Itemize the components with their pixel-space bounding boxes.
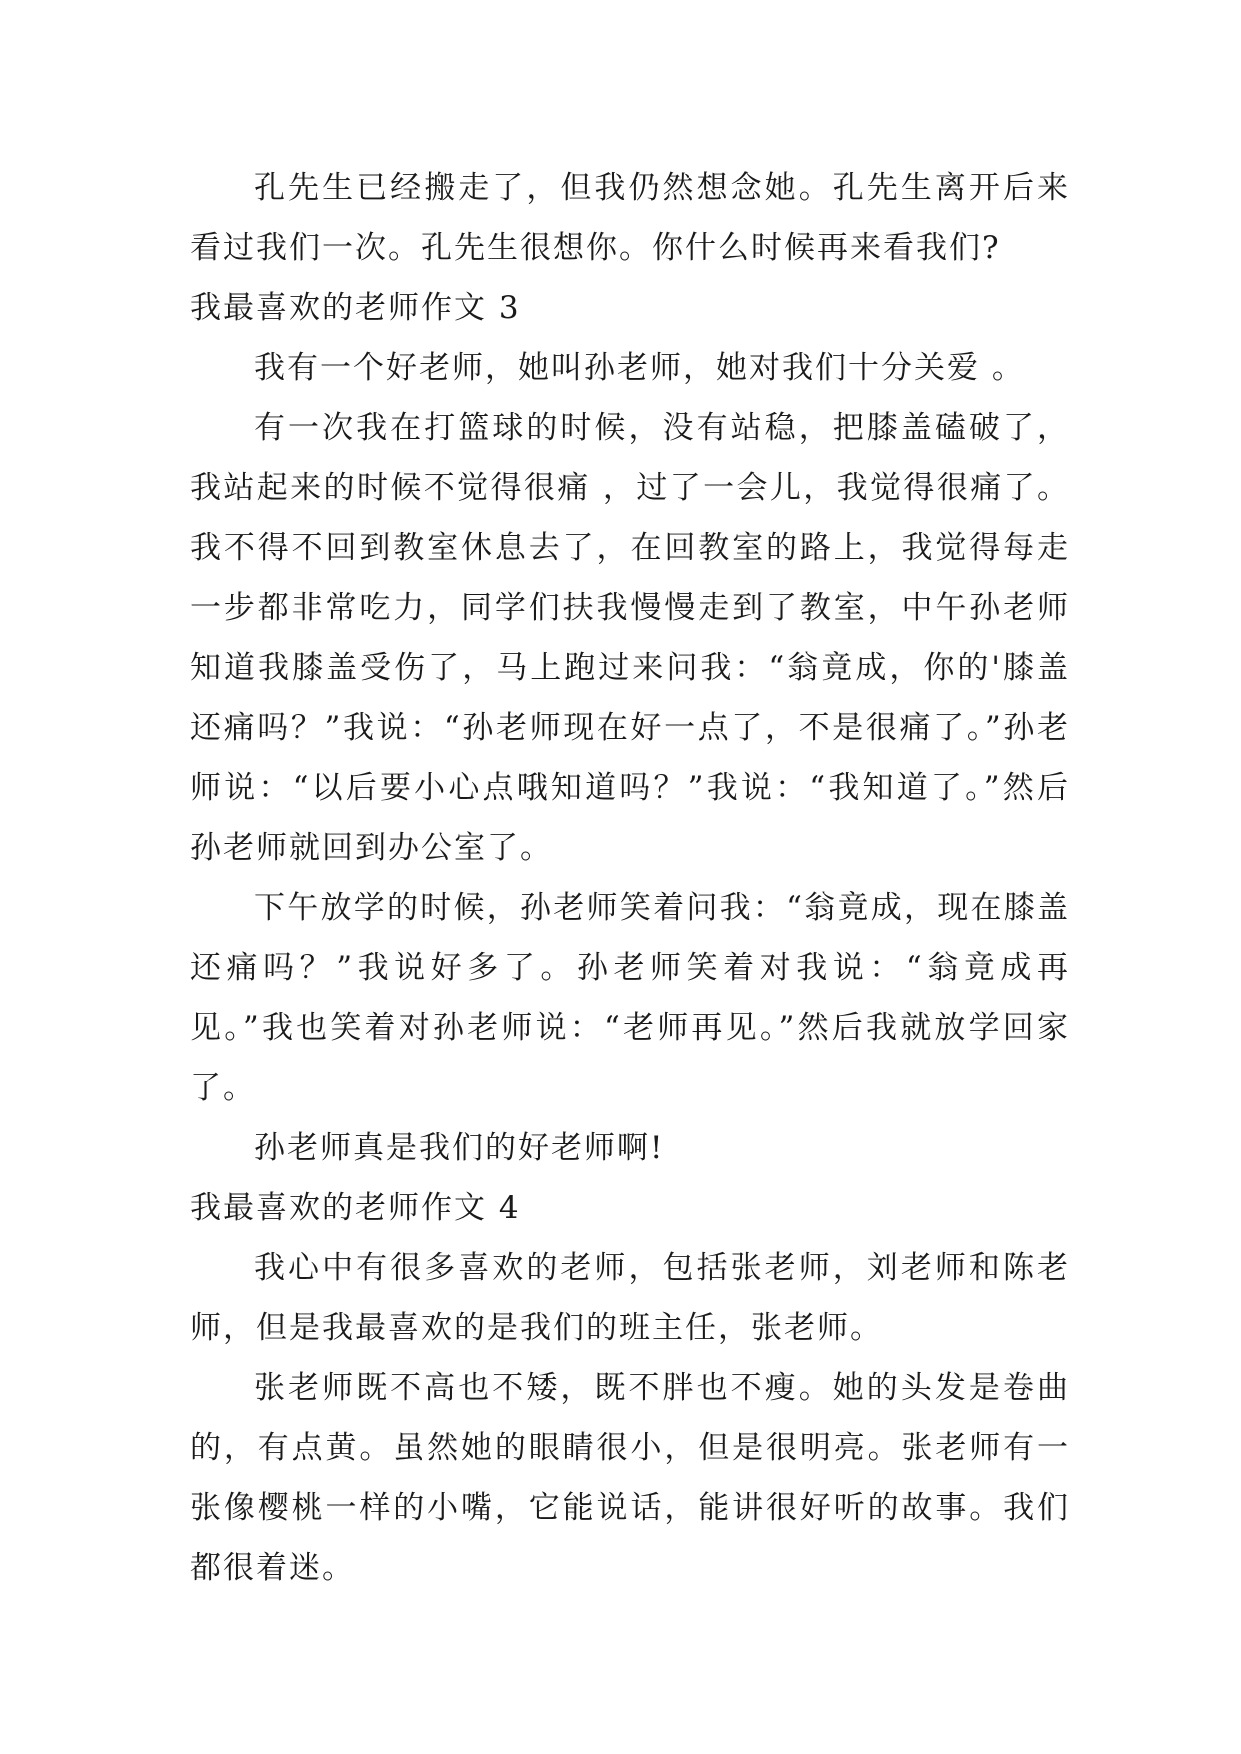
paragraph: 孙老师真是我们的好老师啊! xyxy=(254,1130,665,1166)
paragraph: 我有一个好老师，她叫孙老师，她对我们十分关爱 。 xyxy=(254,350,1025,386)
paragraph: 孔先生已经搬走了，但我仍然想念她。孔先生离开后来看过我们一次。孔先生很想你。你什么时候再来看我们? xyxy=(190,170,1070,266)
paragraph: 有一次我在打篮球的时候，没有站稳，把膝盖磕破了，我站起来的时候不觉得很痛 ，过了一会儿，我觉得很痛了。我不得不回到教室休息去了，在回教室的路上，我觉得每走一步都非常吃力，同学们扶我慢慢走到了教室，中午孙老师知道我膝盖受伤了，马上跑过来问我：“翁竟成，你的'膝盖还痛吗？”我说：“孙老师现在好一点了，不是很痛了。”孙老师说：“以后要小心点哦知道吗？”我说：“我知道了。”然后孙老师就回到办公室了。 xyxy=(190,410,1070,866)
paragraph: 我心中有很多喜欢的老师，包括张老师，刘老师和陈老师，但是我最喜欢的是我们的班主任，张老师。 xyxy=(190,1250,1070,1346)
paragraph: 下午放学的时候，孙老师笑着问我：“翁竟成，现在膝盖还痛吗？”我说好多了。孙老师笑着对我说：“翁竟成再见。”我也笑着对孙老师说：“老师再见。”然后我就放学回家了。 xyxy=(190,890,1070,1106)
section-heading: 我最喜欢的老师作文 4 xyxy=(190,1190,521,1226)
paragraph: 张老师既不高也不矮，既不胖也不瘦。她的头发是卷曲的，有点黄。虽然她的眼睛很小，但是很明亮。张老师有一张像樱桃一样的小嘴，它能说话，能讲很好听的故事。我们都很着迷。 xyxy=(190,1370,1070,1586)
document-body xyxy=(190,158,1070,1598)
section-heading: 我最喜欢的老师作文 3 xyxy=(190,290,521,326)
